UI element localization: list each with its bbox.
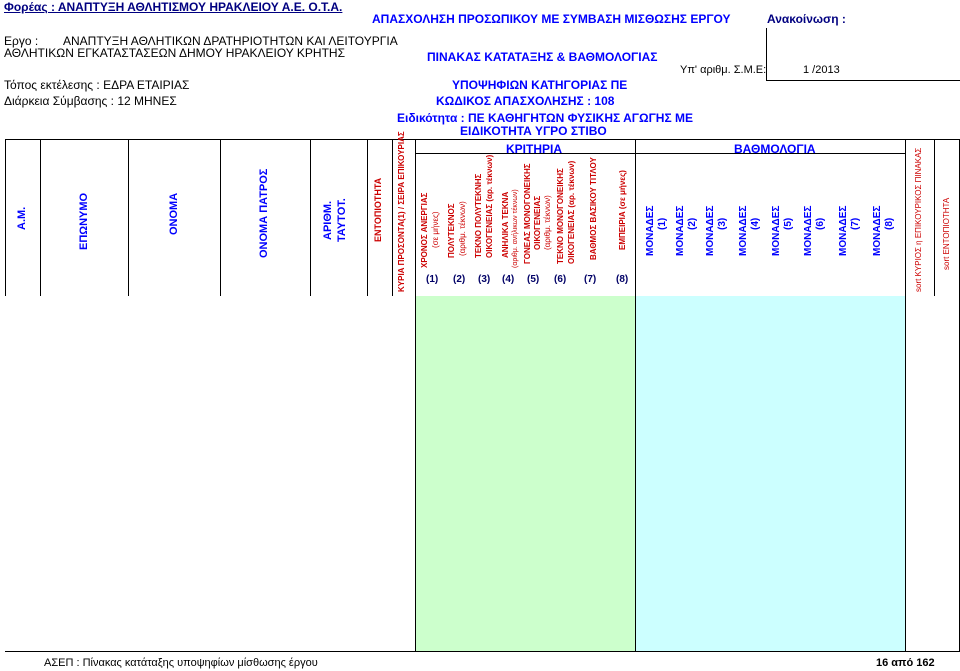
col-degree-grade: ΒΑΘΜΟΣ ΒΑΣΙΚΟΥ ΤΙΤΛΟΥ: [589, 157, 598, 260]
criteria-group-header: ΚΡΙΤΗΡΙΑ: [506, 142, 563, 156]
main-title: ΑΠΑΣΧΟΛΗΣΗ ΠΡΟΣΩΠΙΚΟΥ ΜΕ ΣΥΜΒΑΣΗ ΜΙΣΘΩΣΗΣ ΕΡΓΟΥ: [372, 12, 731, 26]
grid-line: [635, 139, 636, 296]
col-child-large-2: ΟΙΚΟΓΕΝΕΙΑΣ (αρ. τέκνων): [485, 154, 494, 258]
col-minor-children-2: (αριθμ. ανήλικων τέκνων): [512, 189, 519, 268]
body-bottom-border: [5, 651, 960, 652]
score-num-8: (8): [884, 217, 895, 230]
col-name: ΟΝΟΜΑ: [168, 192, 180, 235]
group-header-underline: [415, 153, 635, 154]
col-large-family-2: (αριθμ. τέκνων): [458, 201, 467, 256]
score-units-6: ΜΟΝΑΔΕΣ: [803, 205, 814, 256]
score-units-4: ΜΟΝΑΔΕΣ: [738, 205, 749, 256]
footer-page: 16 από 162: [876, 657, 935, 669]
col-child-single-1: ΤΕΚΝΟ ΜΟΝΟΓΟΝΕΙΚΗΣ: [556, 168, 565, 264]
col-am: Α.Μ.: [16, 206, 28, 230]
grid-line: [905, 139, 906, 296]
col-id-line-1: ΑΡΙΘΜ.: [322, 200, 334, 240]
score-num-1: (1): [657, 217, 668, 230]
col-single-parent-1: ΓΟΝΕΑΣ ΜΟΝΟΓΟΝΕΙΚΗΣ: [523, 163, 532, 264]
specialty-line-1: Ειδικότητα : ΠΕ ΚΑΘΗΓΗΤΩΝ ΦΥΣΙΚΗΣ ΑΓΩΓΗΣ ΜΕ: [397, 111, 694, 125]
score-units-2: ΜΟΝΑΔΕΣ: [675, 205, 686, 256]
grid-line: [415, 139, 416, 296]
score-num-7: (7): [850, 217, 861, 230]
specialty-line-2: ΕΙΔΙΚΟΤΗΤΑ ΥΓΡΟ ΣΤΙΒΟ: [460, 124, 607, 138]
score-units-8: ΜΟΝΑΔΕΣ: [872, 205, 883, 256]
project-line-2: ΑΘΛΗΤΙΚΩΝ ΕΓΚΑΤΑΣΤΑΣΕΩΝ ΔΗΜΟΥ ΗΡΑΚΛΕΙΟΥ ΚΡΗΤΗΣ: [4, 46, 345, 60]
score-num-6: (6): [815, 217, 826, 230]
group-header-underline-2: [635, 153, 905, 154]
criteria-num-2: (2): [453, 274, 466, 285]
score-units-1: ΜΟΝΑΔΕΣ: [645, 205, 656, 256]
footer-caption: ΑΣΕΠ : Πίνακας κατάταξης υποψηφίων μίσθωσης έργου: [44, 657, 318, 669]
criteria-num-5: (5): [527, 274, 540, 285]
col-main-order: ΚΥΡΙΑ ΠΡΟΣΟΝΤΑ(1) / ΣΕΙΡΑ ΕΠΙΚΟΥΡΙΑΣ: [397, 131, 406, 292]
col-surname: ΕΠΩΝΥΜΟ: [78, 192, 90, 250]
grid-line: [40, 139, 41, 296]
criteria-num-7: (7): [584, 274, 597, 285]
body-sort-region: [906, 296, 959, 651]
body-white-region: [5, 296, 416, 651]
score-units-3: ΜΟΝΑΔΕΣ: [705, 205, 716, 256]
col-unemployment-2: (σε μήνες): [431, 211, 440, 248]
protocol-box: [766, 28, 960, 81]
criteria-num-1: (1): [426, 274, 439, 285]
col-single-parent-3: (αριθμ. τέκνων): [543, 195, 552, 250]
col-experience: ΕΜΠΕΙΡΙΑ (σε μήνες): [618, 170, 627, 250]
ranking-title: ΠΙΝΑΚΑΣ ΚΑΤΑΤΑΞΗΣ & ΒΑΘΜΟΛΟΓΙΑΣ: [427, 50, 658, 64]
score-num-4: (4): [750, 217, 761, 230]
score-units-5: ΜΟΝΑΔΕΣ: [771, 205, 782, 256]
scoring-group-header: ΒΑΘΜΟΛΟΓΙΑ: [734, 142, 816, 156]
col-locality: ΕΝΤΟΠΙΟΤΗΤΑ: [373, 177, 383, 242]
duration-text: Διάρκεια Σύμβασης : 12 ΜΗΝΕΣ: [4, 94, 177, 108]
score-num-5: (5): [783, 217, 794, 230]
col-father-name: ΟΝΟΜΑ ΠΑΤΡΟΣ: [258, 168, 270, 258]
col-sort-locality: sort ΕΝΤΟΠΙΟΤΗΤΑ: [942, 197, 951, 270]
grid-line: [220, 139, 221, 296]
score-num-3: (3): [717, 217, 728, 230]
grid-line: [367, 139, 368, 296]
job-code: ΚΩΔΙΚΟΣ ΑΠΑΣΧΟΛΗΣΗΣ : 108: [436, 94, 615, 108]
col-child-large-1: ΤΕΚΝΟ ΠΟΛΥΤΕΚΝΗΣ: [474, 173, 483, 258]
announcement-label: Ανακοίνωση :: [767, 12, 846, 26]
location-text: Τόπος εκτέλεσης : ΕΔΡΑ ΕΤΑΙΡΙΑΣ: [4, 78, 190, 92]
col-sort-main: sort ΚΥΡΙΟΣ η ΕΠΙΚΟΥΡΙΚΟΣ ΠΙΝΑΚΑΣ: [914, 147, 923, 292]
project-line-1: ΑΝΑΠΤΥΞΗ ΑΘΛΗΤΙΚΩΝ ΔΡΑΤΗΡΙΟΤΗΤΩΝ ΚΑΙ ΛΕΙΤΟΥΡΓΙΑ: [63, 34, 398, 48]
criteria-num-8: (8): [616, 274, 629, 285]
score-num-2: (2): [687, 217, 698, 230]
col-large-family-1: ΠΟΛΥΤΕΚΝΟΣ: [447, 203, 456, 258]
col-child-single-2: ΟΙΚΟΓΕΝΕΙΑΣ (αρ. τέκνων): [567, 160, 576, 264]
body-scoring-region: [636, 296, 906, 651]
agency-label: Φορέας : ΑΝΑΠΤΥΞΗ ΑΘΛΗΤΙΣΜΟΥ ΗΡΑΚΛΕΙΟΥ Α.Ε. Ο.Τ.Α.: [4, 0, 343, 14]
criteria-num-4: (4): [502, 274, 515, 285]
criteria-num-6: (6): [554, 274, 567, 285]
protocol-label: Υπ' αριθμ. Σ.Μ.Ε:: [680, 64, 767, 76]
project-prefix: Εργο :: [4, 34, 39, 48]
criteria-num-3: (3): [478, 274, 491, 285]
col-single-parent-2: ΟΙΚΟΓΕΝΕΙΑΣ: [533, 195, 542, 250]
grid-line: [128, 139, 129, 296]
body-criteria-region: [416, 296, 636, 651]
grid-line: [310, 139, 311, 296]
score-units-7: ΜΟΝΑΔΕΣ: [838, 205, 849, 256]
col-id-line-2: ΤΑΥΤΟΤ.: [336, 198, 348, 242]
grid-line: [934, 139, 935, 296]
protocol-value: 1 /2013: [803, 64, 840, 76]
candidates-category: ΥΠΟΨΗΦΙΩΝ ΚΑΤΗΓΟΡΙΑΣ ΠΕ: [452, 78, 628, 92]
col-minor-children-1: ΑΝΗΛΙΚΑ ΤΕΚΝΑ: [501, 191, 510, 258]
grid-line: [392, 139, 393, 296]
col-unemployment-1: ΧΡΟΝΟΣ ΑΝΕΡΓΙΑΣ: [420, 192, 429, 268]
